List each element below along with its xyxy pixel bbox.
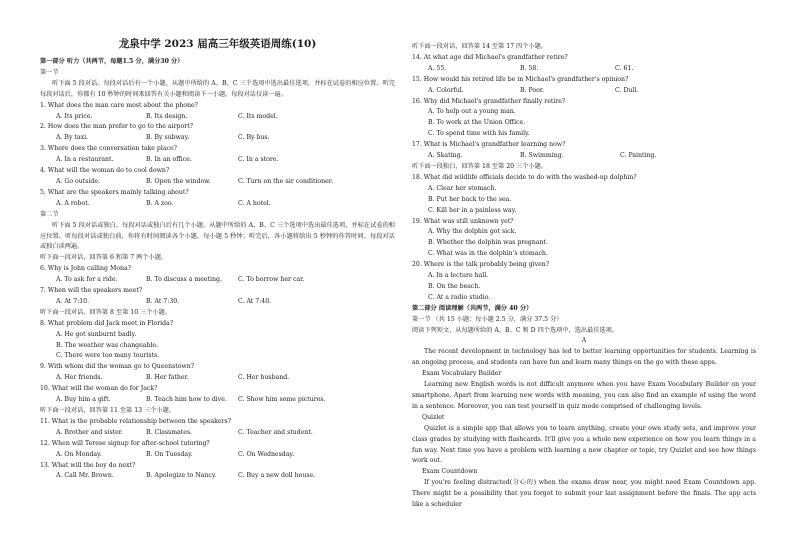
passage-paragraph: Quizlet is a simple app that allows you to learn anything, create your own study sets, and improve your class grades by studying with flashcards. It'll give you a whole new experience on how you learn things in a fun way. Next time you have a problem with learning a new chapter or topic, try Quizlet and see how things work out. (412, 424, 756, 465)
option-a[interactable]: A. Go outside. (56, 177, 100, 185)
option-c[interactable]: C. A hotel. (238, 199, 271, 207)
option-c[interactable]: C. Turn on the air conditioner. (238, 177, 334, 185)
question-5-options (40, 199, 395, 210)
option-c[interactable]: C. Buy a new doll house. (238, 472, 316, 480)
passage-paragraph: The recent development in technology has led to better learning opportunities for students. Learning is an ongoing process, and students can have fun and learn many things on the go with these apps. (412, 348, 756, 367)
question-4-stem: 4. What will the woman do to cool down? (40, 167, 170, 175)
passage-label: A (581, 337, 587, 345)
question-13-stem: 13. What will the boy do next? (40, 461, 136, 469)
option-b[interactable]: B. On Tuesday. (146, 450, 193, 458)
question-3-options (40, 155, 395, 166)
option-b[interactable]: B. Its design. (146, 112, 188, 120)
option-a[interactable]: A. In a lecture hall. (428, 272, 489, 280)
option-b[interactable]: B. Whether the dolphin was pregnant. (428, 239, 548, 247)
option-b[interactable]: B. To discuss a meeting. (146, 276, 222, 284)
option-b[interactable]: B. On the beach. (428, 282, 481, 290)
passage-paragraph: Learning new English words is not difficult anymore when you have Exam Vocabulary Builder on your smartphone. Apart from learning new words with meaning, you can also find an example of using the word in a sentence. Moreover, you can test yourself in quiz mode comprised of challenging levels. (412, 381, 756, 410)
question-18-stem: 18. What did wildlife officials decide to do with the washed-up dolphin? (412, 173, 637, 181)
option-b[interactable]: B. Open the window. (146, 177, 211, 185)
option-b[interactable]: B. 58. (520, 64, 539, 72)
option-c[interactable]: C. In a store. (238, 156, 279, 164)
section2-instructions: 听下面 5 段对话或独白。每段对话或独白后有几个小题，从题中所给的 A、B、C 三个选项中选出最佳选项，并标在试卷的相应位置。听每段对话或独白前，你将有时间阅读各个小题，每小题 5 秒钟；听完后，各小题将给出 5 秒钟的作答时间。每段对话或独白读两遍。 (40, 221, 395, 251)
option-c[interactable]: C. Show him some pictures. (238, 396, 326, 404)
question-12-stem: 12. When will Terese signup for after-school tutoring? (40, 439, 210, 447)
question-8-stem: 8. What problem did Jack meet in Florida? (40, 319, 174, 327)
option-c[interactable]: C. To borrow her car. (238, 276, 305, 284)
option-b[interactable]: B. A zoo. (146, 199, 174, 207)
option-a[interactable]: A. To ask for a ride. (56, 276, 118, 284)
question-15-options (412, 86, 756, 97)
passage-paragraph: If you're feeling distracted(分心的) when the exams draw near, you might need Exam Countdown app. There might be a possibility that you forgot to submit your last assignment before the finals. The app acts like a scheduler (412, 479, 756, 509)
section1-label: 第一节 (40, 68, 59, 76)
page-title: 龙泉中学 2023 届高三年级英语周练(10) (118, 38, 317, 50)
section1-instructions: 听下面 5 段对话。每段对话后有一个小题，从题中所给的 A、B、C 三个选项中选出最佳选项，并标在试卷的相应位置。听完每段对话后，你都有 10 秒钟的时间来回答有关小题和阅读下一小题。每段对话仅读一遍。 (40, 79, 395, 98)
option-c[interactable]: C. By bus. (238, 134, 270, 142)
option-a[interactable]: A. Her friends. (56, 374, 103, 382)
question-1-stem: 1. What does the man care most about the phone? (40, 101, 198, 109)
option-a[interactable]: A. Why the dolphin got sick. (428, 228, 517, 236)
question-11-stem: 11. What is the probable relationship between the speakers? (40, 417, 232, 425)
instruction-q6: 听下面一段对话，回答第 6 和第 7 两个小题。 (40, 254, 168, 262)
question-11-options (40, 428, 395, 439)
option-b[interactable]: B. Classmates. (146, 428, 193, 436)
question-15-stem: 15. How would his retired life be in Michael's grandfather's opinion? (412, 75, 629, 83)
option-b[interactable]: B. By subway. (146, 134, 190, 142)
app-heading: Exam Vocabulary Builder (422, 370, 502, 378)
instruction-q18: 听下面一段独白，回答第 18 至第 20 三个小题。 (412, 162, 547, 170)
option-a[interactable]: A. A robot. (56, 199, 90, 207)
option-b[interactable]: B. Poor. (520, 86, 545, 94)
option-c[interactable]: C. Its model. (238, 112, 278, 120)
option-b[interactable]: B. To work at the Union Office. (428, 119, 526, 127)
option-b[interactable]: B. In an office. (146, 156, 192, 164)
part2-section1: 第一节 （共 15 小题；每小题 2.5 分，满分 37.5 分） (412, 315, 563, 323)
option-a[interactable]: A. Skating. (428, 152, 463, 160)
app-heading: Quizlet (422, 413, 445, 421)
question-9-stem: 9. With whom did the woman go to Queenstown? (40, 363, 195, 371)
question-7-options (40, 297, 395, 308)
question-3-stem: 3. Where does the conversation take place? (40, 145, 177, 153)
question-14-stem: 14. At what age did Michael's grandfather retire? (412, 53, 568, 61)
part2-instructions: 阅读下列短文，从每题所给的 A、B、C 和 D 四个选项中，选出最佳选项。 (412, 326, 619, 334)
option-b[interactable]: B. At 7:30. (146, 297, 180, 305)
question-10-options (40, 395, 395, 406)
option-b[interactable]: B. Her father. (146, 374, 189, 382)
left-column (40, 0, 395, 482)
option-c[interactable]: C. There were too many tourists. (56, 352, 160, 360)
option-a[interactable]: A. By taxi. (56, 134, 89, 142)
option-c[interactable]: C. On Wednesday. (238, 450, 295, 458)
right-column (412, 0, 756, 511)
option-b[interactable]: B. Apologize to Nancy. (146, 472, 217, 480)
option-b[interactable]: B. Put her back to the sea. (428, 195, 512, 203)
option-a[interactable]: A. 55. (428, 64, 447, 72)
option-a[interactable]: A. Buy him a gift. (56, 396, 111, 404)
question-12-options (40, 450, 395, 461)
part1-header: 第一部分 听力（共两节，每题1.5 分，满分30 分） (40, 58, 184, 65)
option-b[interactable]: B. The weather was changeable. (56, 341, 159, 349)
option-b[interactable]: B. Teach him how to dive. (146, 396, 227, 404)
option-a[interactable]: A. On Monday. (56, 450, 102, 458)
option-c[interactable]: C. Dull. (615, 86, 639, 94)
question-13-options (40, 471, 395, 482)
question-4-options (40, 177, 395, 188)
option-b[interactable]: B. Swimming. (520, 152, 564, 160)
option-c[interactable]: C. Painting. (620, 152, 657, 160)
option-a[interactable]: A. Clear her stomach. (428, 184, 497, 192)
question-5-stem: 5. What are the speakers mainly talking about? (40, 188, 189, 196)
question-17-options (412, 151, 756, 162)
question-16-stem: 16. Why did Michael's grandfather finally retire? (412, 97, 566, 105)
question-2-stem: 2. How does the man prefer to go to the airport? (40, 123, 193, 131)
option-c[interactable]: C. To spend time with his family. (428, 130, 530, 138)
question-19-stem: 19. What was still unknown yet? (412, 217, 514, 225)
question-6-options (40, 275, 395, 286)
option-c[interactable]: C. At 7:40. (238, 297, 272, 305)
app-heading: Exam Countdown (422, 468, 478, 476)
instruction-q8: 听下面一段对话，回答第 8 至第 10 三个小题。 (40, 308, 172, 316)
option-a[interactable]: A. Brother and sister. (56, 428, 124, 436)
question-1-options (40, 112, 395, 123)
option-a[interactable]: A. Its price. (56, 112, 93, 120)
option-a[interactable]: A. He got sunburnt badly. (56, 330, 137, 338)
instruction-q11: 听下面一段对话，回答第 11 至第 13 三个小题。 (40, 407, 175, 414)
question-10-stem: 10. What will the woman do for Jack? (40, 385, 158, 393)
option-c[interactable]: C. At a radio studio. (428, 293, 491, 301)
option-c[interactable]: C. What was in the dolphin's stomach. (428, 250, 548, 258)
question-9-options (40, 373, 395, 384)
option-c[interactable]: C. Teacher and student. (238, 428, 313, 436)
part2-header: 第二部分 阅读理解（共两节，满分 40 分） (412, 304, 533, 312)
option-a[interactable]: A. At 7:10. (56, 297, 90, 305)
question-14-options (412, 64, 756, 75)
question-17-stem: 17. What is Michael's grandfather learning now? (412, 141, 566, 149)
section2-label: 第二节 (40, 210, 59, 218)
option-a[interactable]: A. Colorful. (428, 86, 464, 94)
option-a[interactable]: A. Call Mr. Brown. (56, 472, 114, 480)
option-c[interactable]: C. Kill her in a painless way. (428, 206, 517, 214)
question-2-options (40, 133, 395, 144)
option-a[interactable]: A. In a restaurant. (56, 156, 114, 164)
option-c[interactable]: C. 61. (615, 64, 634, 72)
question-6-stem: 6. Why is John calling Mona? (40, 265, 131, 273)
option-c[interactable]: C. Her husband. (238, 374, 290, 382)
question-7-stem: 7. When will the speakers meet? (40, 287, 143, 295)
option-a[interactable]: A. To help out a young man. (428, 108, 516, 116)
question-20-stem: 20. Where is the talk probably being given? (412, 261, 550, 269)
instruction-q14: 听下面一段对话，回答第 14 至第 17 四个小题。 (412, 43, 547, 50)
